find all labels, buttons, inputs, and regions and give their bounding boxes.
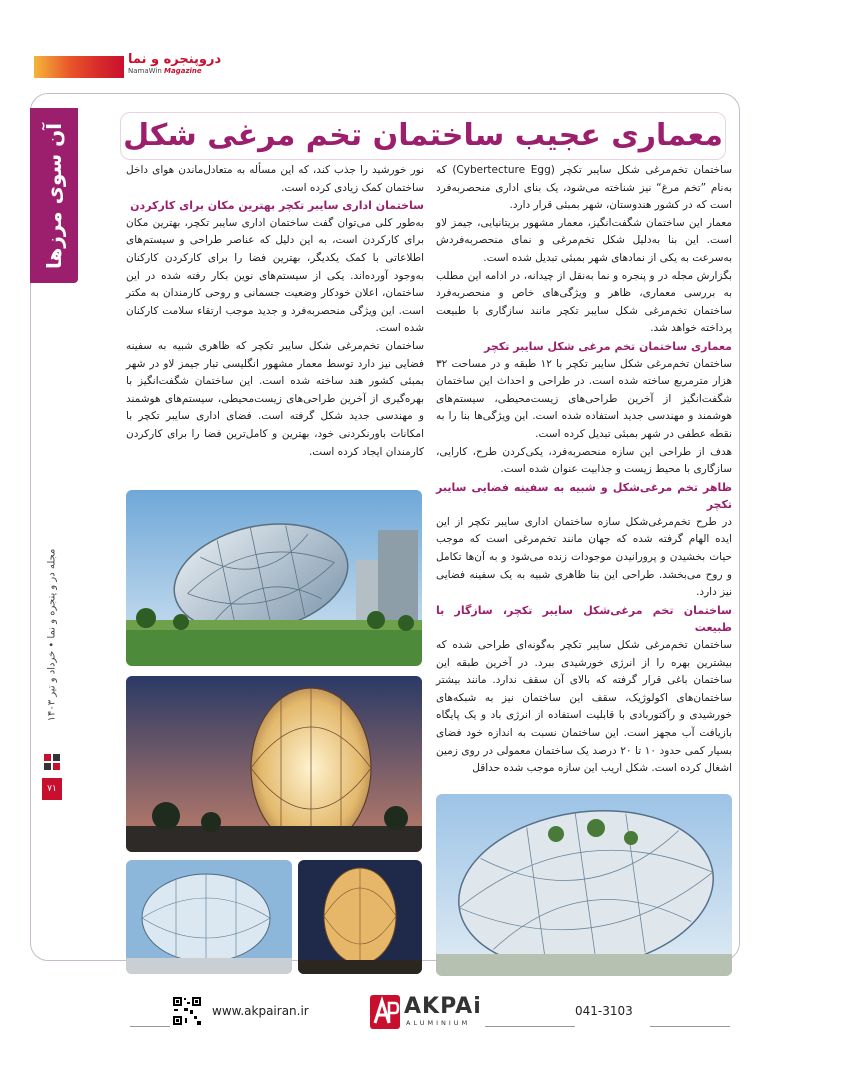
section-tab [30, 108, 78, 283]
akpai-subtitle: ALUMINIUM [406, 1019, 471, 1027]
article-column-left [126, 162, 424, 461]
page-number: ۷۱ [42, 778, 62, 800]
akpai-logo [370, 993, 480, 1031]
magazine-mark-icon [42, 752, 64, 774]
magazine-logo [128, 52, 238, 82]
egg-building-photo-glass [126, 860, 292, 974]
paragraph: ساختمان تخم‌مرغی شکل سایبر تکچر با ۱۲ طبقه و در مساحت ۳۲ هزار مترمربع ساخته شده است. در طراحی و احداث این ساختمان شگفت‌انگیز از آخرین طراحی‌های زیست‌محیطی، سیستم‌های هوشمند و مهندسی جدید استفاده شده است. این ویژگی‌ها بنا را به نقطه عطفی در شهر بمبئی تبدیل کرده است. [436, 357, 733, 440]
paragraph: ساختمان تخم‌مرغی شکل سایبر تکچر به‌گونه‌ای طراحی شده که بیشترین بهره را از انرژی خورشیدی ببرد. در آخرین طبقه این ساختمان باغی قرار گرفته که بالای آن سقف ندارد. مانند بیشتر ساختمان‌های اکولوژیک، سقف این ساختمان نیز به شبکه‌های خورشیدی و رآکتوربادی با قابلیت استفاده از انرژی باد و یک پایگاه بازیافت آب مجهز است. این ساختمان نسبت به اندازه خود فضای بسیار کمی حدود ۱۰ تا ۲۰ درصد یک ساختمان معمولی در روی زمین اشغال کرده است. شکل اریب این سازه موجب شده حداقل [436, 639, 733, 775]
subheading: ظاهر تخم مرغی‌شکل و شبیه به سفینه فضایی سایبر تکچر [436, 480, 732, 512]
section-tab-label: آن سوی مرزها [42, 122, 66, 269]
magazine-name: دروپنجره و نما [128, 52, 222, 67]
article-column-right [436, 162, 732, 778]
paragraph: ساختمان تخم‌مرغی شکل سایبر تکچر که ظاهری شبیه به سفینه فضایی نیز دارد توسط معمار مشهور انگلیسی تبار جیمز لاو در شهر بمبئی کشور هند ساخته شده است. این ساختمان شگفت‌انگیز با بهره‌گیری از آخرین طراحی‌های زیست‌محیطی، سیستم‌های هوشمند و مهندسی جدید شکل گرفته است. فضای اداری سایبر تکچر با امکانات باورنکردنی خود، بهترین و کامل‌ترین فضا را برای کارکردن کارمندان ایجاد کرده است. [126, 339, 424, 458]
subheading: ساختمان تخم مرغی‌شکل سایبر تکچر، سازگار با طبیعت [436, 603, 732, 635]
akpai-wordmark: AKPAi [404, 994, 482, 1019]
phone-number: 041-3103 [575, 1004, 633, 1018]
footer-rule-right [485, 1026, 575, 1027]
magazine-subtitle: NamaWin Magazine [128, 67, 202, 75]
akpai-mark-icon [370, 995, 400, 1029]
subheading: معماری ساختمان تخم مرغی شکل سایبر تکچر [484, 339, 732, 353]
subheading: ساختمان اداری سایبر تکچر بهترین مکان برای کارکردن [130, 199, 424, 213]
paragraph: به‌طور کلی می‌توان گفت ساختمان اداری سایبر تکچر، بهترین مکان برای کارکردن است، به این دلیل که عناصر طراحی و سیستم‌های اطلاعاتی با کمک یکدیگر، بهترین فضا را برای کارکردن کارکنان به‌وجود آورده‌اند. یکی از سیستم‌های نوین بکار رفته شده در این ساختمان، اعلان خودکار وضعیت جسمانی و روحی کارمندان به مکتر است. این ویژگی منحصربه‌فرد و جدید موجب ارتقاء سلامت کارکنان شده است. [126, 216, 424, 335]
side-caption-text: مجله در و پنجره و نما • خرداد و تیر ۱۴۰۳ [46, 548, 58, 722]
article-title [120, 112, 726, 160]
paragraph: معمار این ساختمان شگفت‌انگیز، معمار مشهور بریتانیایی، جیمز لاو است. این بنا به‌دلیل شکل تخم‌مرغی و نمای منحصربه‌فردش به‌سرعت به یکی از نمادهای شهر بمبئی تبدیل شده است. [436, 216, 732, 264]
side-caption [42, 520, 62, 750]
article-title-text: معماری عجیب ساختمان تخم مرغی شکل [123, 118, 723, 153]
footer-rule-left [130, 1026, 170, 1027]
paragraph: بگزارش مجله در و پنجره و نما به‌نقل از چیدانه، در ادامه این مطلب به بررسی معماری، ظاهر و ویژگی‌های خاص و منحصربه‌فرد ساختمان تخم‌مرغی شکل سایبر تکچر مانند سازگاری با طبیعت پرداخته خواهد شد. [436, 269, 732, 335]
paragraph: هدف از طراحی این سازه منحصربه‌فرد، یکی‌کردن طرح، کارایی، سازگاری با محیط زیست و جذابیت عنوان شده است. [436, 445, 732, 476]
egg-building-photo-dusk [298, 860, 422, 974]
paragraph: نور خورشید را جذب کند، که این مسأله به متعادل‌ماندن هوای داخل ساختمان کمک زیادی کرده است. [126, 164, 424, 194]
egg-building-photo-night [126, 676, 422, 852]
qr-code-icon [172, 996, 202, 1026]
egg-building-photo-aerial [436, 794, 732, 976]
egg-building-photo-day [126, 490, 422, 666]
brand-color-bar [34, 56, 124, 78]
website-link[interactable]: www.akpairan.ir [212, 1004, 309, 1018]
footer-rule-far-right [650, 1026, 730, 1027]
paragraph: در طرح تخم‌مرغی‌شکل سازه ساختمان اداری سایبر تکچر از این ایده الهام گرفته شده که جهان مانند تخم‌مرغی است که موجب حیات بخشیدن و پرورانیدن موجودات زنده می‌شود و به آن‌ها تکامل و روح می‌بخشد. طراحی این بنا ظاهری شبیه به یک سفینه فضایی نیز دارد. [436, 515, 732, 599]
paragraph: ساختمان تخم‌مرغی شکل سایبر تکچر (Cybertecture Egg) که به‌نام ”تخم مرغ“ نیز شناخته می‌شود، یک بنای اداری منحصربه‌فرد است که در کشور هندوستان، شهر بمبئی قرار دارد. [436, 164, 732, 212]
